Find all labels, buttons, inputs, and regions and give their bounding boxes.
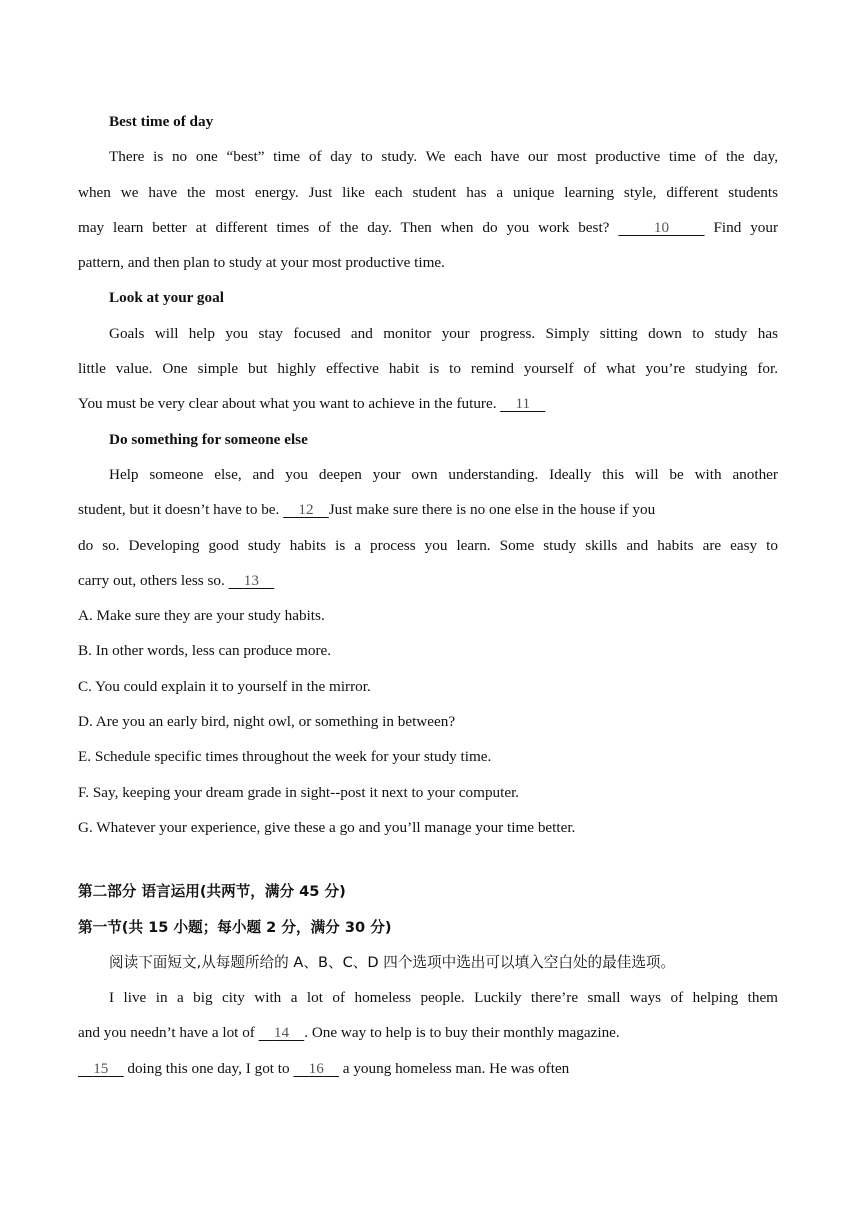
text-segment: student, but it doesn’t have to be. xyxy=(78,501,280,519)
option-b: B. In other words, less can produce more. xyxy=(78,642,332,660)
blank-11 xyxy=(500,395,545,412)
text-segment: You must be very clear about what you want to achieve in the future. xyxy=(78,395,497,413)
paragraph-line: I live in a big city with a lot of homeless people. Luckily there’re small ways of helping them xyxy=(109,989,778,1007)
paragraph-line: Goals will help you stay focused and monitor your progress. Simply sitting down to study has xyxy=(109,324,778,342)
blank-14 xyxy=(259,1024,305,1041)
paragraph-line xyxy=(78,563,778,598)
section-heading: 第一节(共 15 小题；每小题 2 分，满分 30 分) xyxy=(78,918,392,936)
option-e: E. Schedule specific times throughout the week for your study time. xyxy=(78,748,492,766)
paragraph-line: when we have the most energy. Just like each student has a unique learning style, different students xyxy=(78,183,778,201)
option-d: D. Are you an early bird, night owl, or something in between? xyxy=(78,713,456,731)
option-f: F. Say, keeping your dream grade in sight--post it next to your computer. xyxy=(78,783,520,801)
spacer xyxy=(78,845,778,874)
blank-number: 11 xyxy=(515,395,531,413)
text-segment: . One way to help is to buy their monthly magazine. xyxy=(304,1024,620,1042)
blank-number: 15 xyxy=(93,1059,109,1077)
option-g: G. Whatever your experience, give these a go and you’ll manage your time better. xyxy=(78,818,576,836)
text-segment: Just make sure there is no one else in the house if you xyxy=(328,501,656,519)
blank-number: 14 xyxy=(273,1024,290,1042)
paragraph-line xyxy=(78,492,778,527)
part-heading: 第二部分 语言运用(共两节，满分 45 分) xyxy=(78,883,346,901)
blank-13 xyxy=(229,572,275,589)
paragraph-line: There is no one “best” time of day to study. We each have our most productive time of the day, xyxy=(109,148,778,166)
paragraph-line xyxy=(78,1015,778,1050)
blank-15 xyxy=(78,1060,124,1077)
blank-number: 10 xyxy=(653,218,670,236)
paragraph-line: pattern, and then plan to study at your most productive time. xyxy=(78,254,445,272)
blank-12 xyxy=(283,501,329,518)
text-segment: and you needn’t have a lot of xyxy=(78,1024,255,1042)
blank-number: 16 xyxy=(308,1059,324,1077)
blank-16 xyxy=(293,1060,339,1077)
document-page xyxy=(78,104,778,1086)
section-heading-someone-else: Do something for someone else xyxy=(109,430,308,448)
section-heading-goal: Look at your goal xyxy=(109,289,224,307)
option-a: A. Make sure they are your study habits. xyxy=(78,607,325,625)
instruction: 阅读下面短文,从每题所给的 A、B、C、D 四个选项中选出可以填入空白处的最佳选项。 xyxy=(109,953,676,971)
text-segment: carry out, others less so. xyxy=(78,571,225,589)
paragraph-line xyxy=(78,386,778,421)
paragraph-line: do so. Developing good study habits is a process you learn. Some study skills and habits are easy to xyxy=(78,536,778,554)
section-heading-best-time: Best time of day xyxy=(109,113,214,130)
text-segment: a young homeless man. He was often xyxy=(342,1059,570,1077)
text-segment: doing this one day, I got to xyxy=(127,1059,290,1077)
paragraph-line: little value. One simple but highly effective habit is to remind yourself of what you’re studying for. xyxy=(78,360,778,378)
option-c: C. You could explain it to yourself in the mirror. xyxy=(78,677,371,695)
blank-number: 12 xyxy=(298,501,314,519)
text-segment: may learn better at different times of the day. Then when do you work best? xyxy=(78,218,610,236)
text-segment: Find your xyxy=(713,218,779,236)
paragraph-line xyxy=(78,210,778,245)
paragraph-line: Help someone else, and you deepen your own understanding. Ideally this will be with another xyxy=(109,465,778,483)
paragraph-line xyxy=(78,1051,778,1086)
blank-number: 13 xyxy=(243,571,259,589)
blank-10 xyxy=(618,219,704,236)
